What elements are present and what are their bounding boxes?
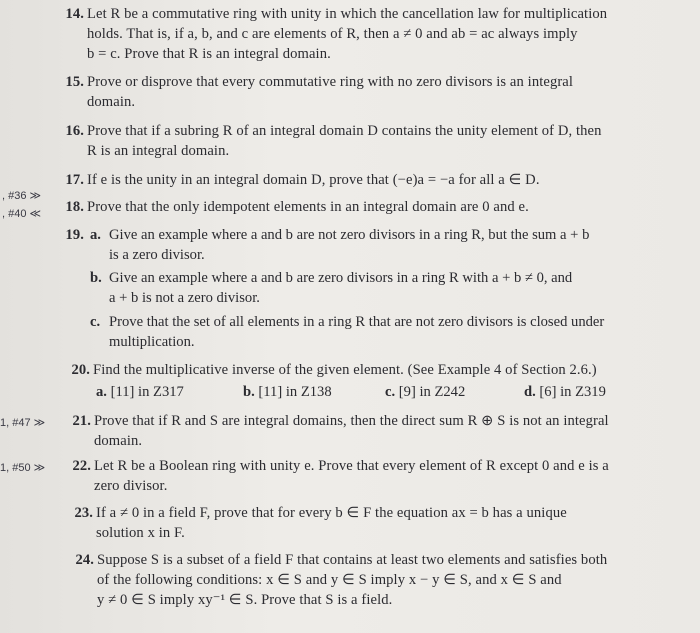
problem-line: domain. [94, 433, 143, 449]
problem-18 [65, 197, 657, 217]
part-label: c. [385, 384, 396, 400]
problem-line: Let R be a Boolean ring with unity e. Prove that every element of R except 0 and e is a [94, 458, 609, 474]
problem-number: 23. [74, 505, 93, 521]
problem-number: 21. [72, 413, 91, 429]
problem-17 [65, 170, 657, 190]
part-text: [11] in Z138 [258, 384, 332, 400]
problem-line: Let R be a commutative ring with unity in which the cancellation law for multiplication [87, 6, 608, 22]
problem-20c [385, 382, 465, 402]
part-text: [11] in Z317 [110, 384, 184, 400]
margin-note: 1, #50 ≫ [0, 462, 46, 474]
problem-number: 15. [65, 74, 84, 90]
problem-number: 16. [65, 123, 84, 139]
problem-number: 19. [65, 227, 84, 243]
margin-note: , #36 ≫ [2, 190, 42, 202]
problem-line: is a zero divisor. [109, 247, 205, 263]
problem-line: R is an integral domain. [87, 143, 230, 159]
problem-line: Prove that if a subring R of an integral domain D contains the unity element of D, then [87, 123, 602, 139]
problem-line: domain. [87, 94, 136, 110]
problem-line: Find the multiplicative inverse of the given element. (See Example 4 of Section 2.6.) [93, 362, 597, 378]
problem-19c [90, 312, 654, 352]
problem-line: Suppose S is a subset of a field F that contains at least two elements and satisfies both [97, 552, 608, 568]
problem-line: b = c. Prove that R is an integral domain. [87, 46, 331, 62]
problem-19b [90, 268, 654, 308]
margin-note: , #40 ≪ [2, 208, 42, 220]
part-label: a. [90, 227, 101, 243]
problem-line: Give an example where a and b are zero divisors in a ring R with a + b ≠ 0, and [109, 270, 573, 286]
part-label: c. [90, 314, 101, 330]
problem-line: of the following conditions: x ∈ S and y ∈ S imply x − y ∈ S, and x ∈ S and [97, 572, 562, 588]
problem-23 [74, 503, 659, 543]
problem-20a [96, 382, 184, 402]
problem-16 [65, 121, 657, 161]
problem-line: Prove or disprove that every commutative ring with no zero divisors is an integral [87, 74, 574, 90]
problem-number: 20. [71, 362, 90, 378]
problem-line: Prove that the only idempotent elements in an integral domain are 0 and e. [87, 199, 529, 215]
part-label: a. [96, 384, 107, 400]
problem-20 [71, 360, 658, 380]
problem-20b [243, 382, 332, 402]
problem-15 [65, 72, 657, 112]
problem-number: 14. [65, 6, 84, 22]
part-text: [9] in Z242 [398, 384, 466, 400]
problem-21 [72, 411, 659, 451]
problem-line: Give an example where a and b are not zero divisors in a ring R, but the sum a + b [109, 227, 590, 243]
margin-note: 1, #47 ≫ [0, 417, 46, 429]
problem-line: y ≠ 0 ∈ S imply xy⁻¹ ∈ S. Prove that S is a field. [97, 592, 393, 608]
problem-line: Prove that if R and S are integral domains, then the direct sum R ⊕ S is not an integral [94, 413, 609, 429]
problem-line: zero divisor. [94, 478, 168, 494]
problem-20d [524, 382, 606, 402]
problem-number: 18. [65, 199, 84, 215]
problem-number: 17. [65, 172, 84, 188]
part-text: [6] in Z319 [539, 384, 606, 400]
problem-number: 22. [72, 458, 91, 474]
part-label: d. [524, 384, 536, 400]
problem-line: If e is the unity in an integral domain D, prove that (−e)a = −a for all a ∈ D. [87, 172, 540, 188]
problem-14 [65, 4, 657, 64]
problem-line: Prove that the set of all elements in a ring R that are not zero divisors is closed under [109, 314, 605, 330]
problem-24 [75, 550, 659, 610]
problem-line: solution x in F. [96, 525, 185, 541]
problem-number: 24. [75, 552, 94, 568]
part-label: b. [90, 270, 102, 286]
problem-line: a + b is not a zero divisor. [109, 290, 260, 306]
problem-22 [72, 456, 659, 496]
problem-line: holds. That is, if a, b, and c are elements of R, then a ≠ 0 and ab = ac always imply [87, 26, 578, 42]
part-label: b. [243, 384, 255, 400]
problem-line: If a ≠ 0 in a field F, prove that for every b ∈ F the equation ax = b has a unique [96, 505, 567, 521]
problem-line: multiplication. [109, 334, 195, 350]
problem-19a [90, 225, 654, 265]
